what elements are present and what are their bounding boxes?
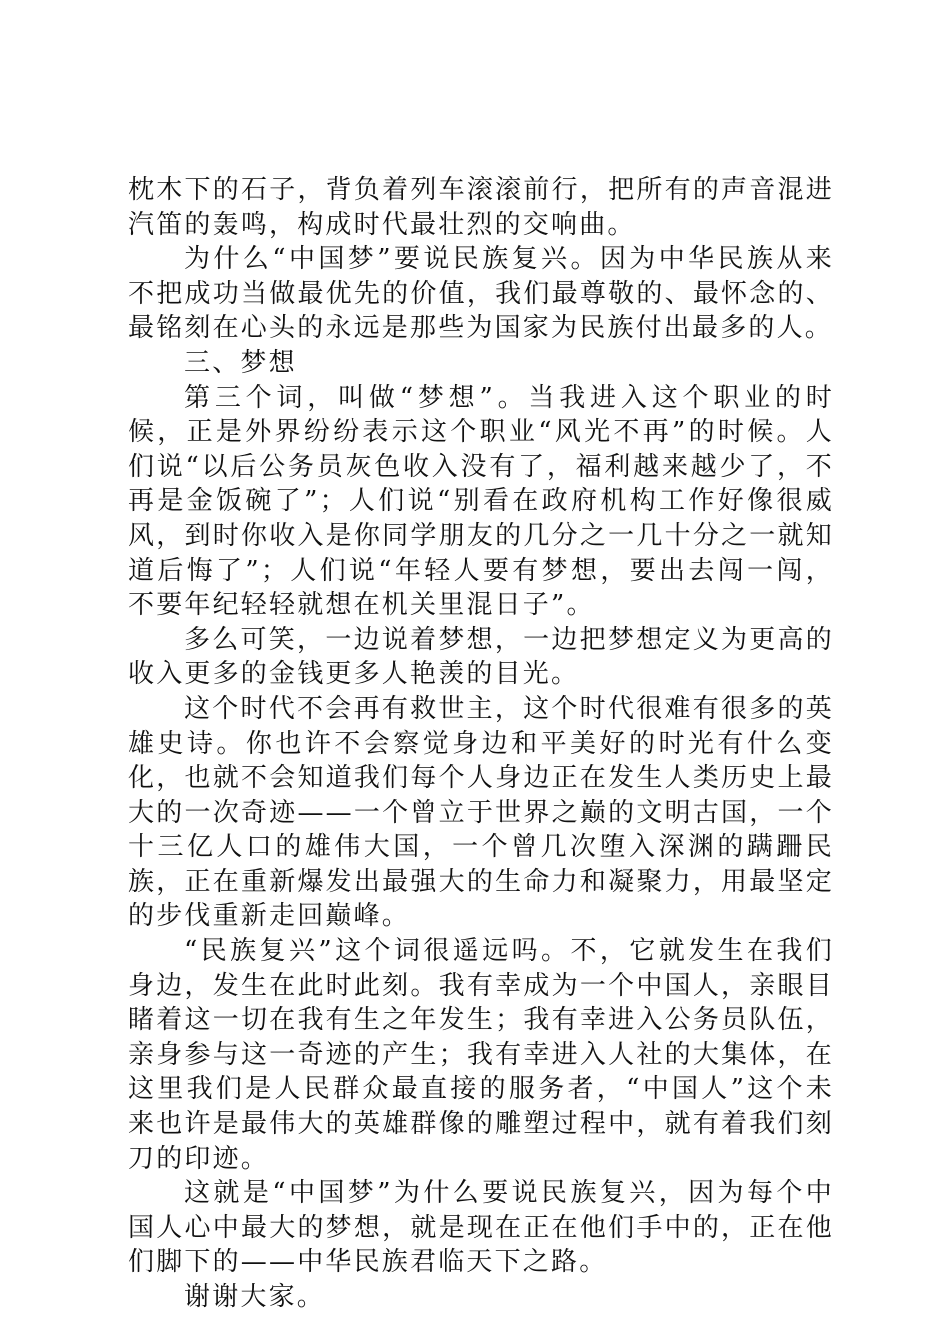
- paragraph-national-rejuvenation: “民族复兴”这个词很遥远吗。不，它就发生在我们身边，发生在此时此刻。我有幸成为一个中国人，亲眼目睹着这一切在我有生之年发生；我有幸进入公务员队伍，亲身参与这一奇迹的产生；我有幸进入人社的大集体，在这里我们是人民群众最直接的服务者，“中国人”这个未来也许是最伟大的英雄群像的雕塑过程中，就有着我们刻刀的印迹。: [128, 936, 834, 1174]
- paragraph-continuation: 枕木下的石子，背负着列车滚滚前行，把所有的声音混进汽笛的轰鸣，构成时代最壮烈的交响曲。: [128, 175, 834, 240]
- paragraph-third-word: 第三个词，叫做“梦想”。当我进入这个职业的时候，正是外界纷纷表示这个职业“风光不再”的时候。人们说“以后公务员灰色收入没有了，福利越来越少了，不再是金饭碗了”；人们说“别看在政府机构工作好像很威风，到时你收入是你同学朋友的几分之一几十分之一就知道后悔了”；人们说“年轻人要有梦想，要出去闯一闯，不要年纪轻轻就想在机关里混日子”。: [128, 382, 834, 621]
- section-heading-dream: 三、梦想: [184, 347, 297, 378]
- paragraph-conclusion: 这就是“中国梦”为什么要说民族复兴，因为每个中国人心中最大的梦想，就是现在正在他们手中的，正在他们脚下的——中华民族君临天下之路。: [128, 1178, 834, 1278]
- paragraph-why-china-dream: 为什么“中国梦”要说民族复兴。因为中华民族从来不把成功当做最优先的价值，我们最尊敬的、最怀念的、最铭刻在心头的永远是那些为国家为民族付出最多的人。: [128, 244, 834, 344]
- paragraph-how-ridiculous: 多么可笑，一边说着梦想，一边把梦想定义为更高的收入更多的金钱更多人艳羡的目光。: [128, 624, 834, 690]
- document-body: [128, 173, 834, 1315]
- paragraph-thanks: 谢谢大家。: [184, 1282, 326, 1312]
- paragraph-this-era: 这个时代不会再有救世主，这个时代很难有很多的英雄史诗。你也许不会察觉身边和平美好的时光有什么变化，也就不会知道我们每个人身边正在发生人类历史上最大的一次奇迹——一个曾立于世界之巅的文明古国，一个十三亿人口的雄伟大国，一个曾几次堕入深渊的蹒跚民族，正在重新爆发出最强大的生命力和凝聚力，用最坚定的步伐重新走回巅峰。: [128, 693, 834, 932]
